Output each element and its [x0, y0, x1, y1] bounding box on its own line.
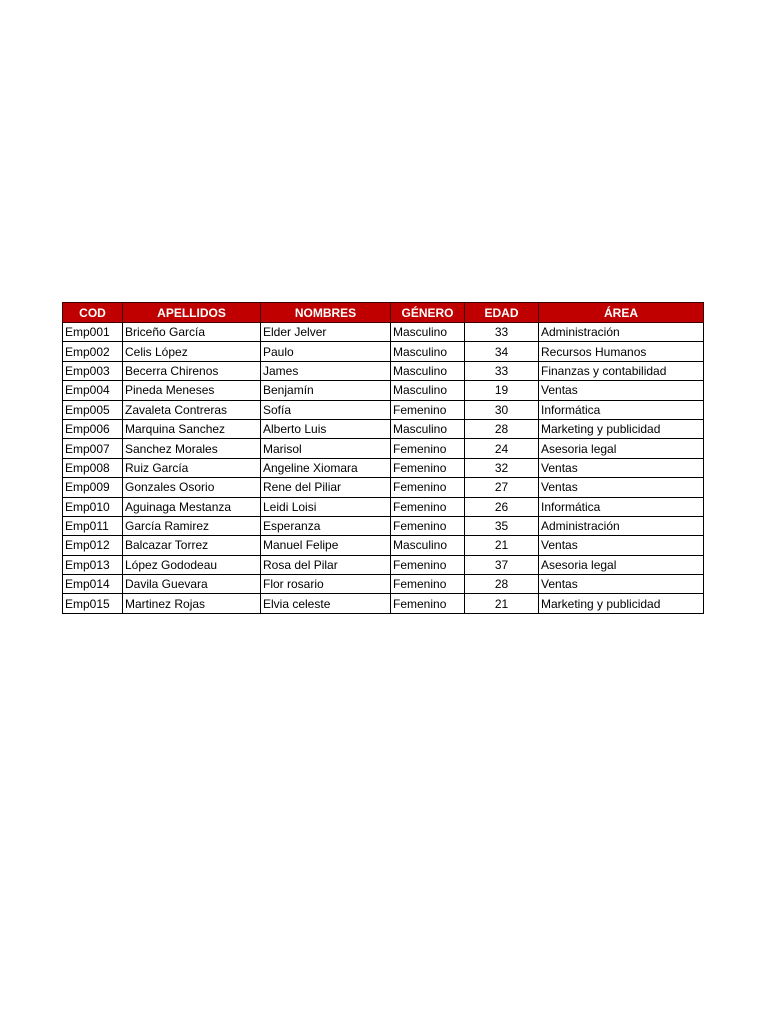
employee-table: [62, 302, 704, 614]
table-row: [63, 458, 704, 477]
table-row: [63, 323, 704, 342]
cell-cod: Emp012: [63, 536, 123, 555]
cell-apellidos: Briceño García: [123, 323, 261, 342]
cell-cod: Emp009: [63, 478, 123, 497]
header-nombres: NOMBRES: [261, 303, 391, 323]
cell-apellidos: García Ramirez: [123, 516, 261, 535]
cell-nombres: Manuel Felipe: [261, 536, 391, 555]
cell-nombres: Rene del Piliar: [261, 478, 391, 497]
table-row: [63, 516, 704, 535]
cell-cod: Emp008: [63, 458, 123, 477]
cell-genero: Femenino: [391, 555, 465, 574]
table-row: [63, 439, 704, 458]
cell-apellidos: Pineda Meneses: [123, 381, 261, 400]
cell-cod: Emp014: [63, 575, 123, 594]
cell-area: Asesoria legal: [539, 555, 704, 574]
table-row: [63, 575, 704, 594]
cell-nombres: Sofía: [261, 400, 391, 419]
cell-genero: Femenino: [391, 575, 465, 594]
table-row: [63, 342, 704, 361]
cell-apellidos: Davila Guevara: [123, 575, 261, 594]
cell-cod: Emp010: [63, 497, 123, 516]
table-row: [63, 419, 704, 438]
cell-edad: 27: [465, 478, 539, 497]
header-cod: COD: [63, 303, 123, 323]
cell-area: Recursos Humanos: [539, 342, 704, 361]
cell-apellidos: Gonzales Osorio: [123, 478, 261, 497]
cell-nombres: Flor rosario: [261, 575, 391, 594]
cell-area: Informática: [539, 400, 704, 419]
cell-nombres: James: [261, 361, 391, 380]
cell-area: Ventas: [539, 478, 704, 497]
header-apellidos: APELLIDOS: [123, 303, 261, 323]
cell-nombres: Benjamín: [261, 381, 391, 400]
cell-nombres: Elder Jelver: [261, 323, 391, 342]
cell-genero: Masculino: [391, 536, 465, 555]
cell-genero: Femenino: [391, 594, 465, 613]
cell-area: Ventas: [539, 575, 704, 594]
table-row: [63, 555, 704, 574]
cell-cod: Emp003: [63, 361, 123, 380]
cell-edad: 35: [465, 516, 539, 535]
cell-nombres: Paulo: [261, 342, 391, 361]
cell-area: Asesoria legal: [539, 439, 704, 458]
cell-apellidos: López Gododeau: [123, 555, 261, 574]
cell-genero: Femenino: [391, 516, 465, 535]
cell-area: Ventas: [539, 536, 704, 555]
cell-cod: Emp013: [63, 555, 123, 574]
cell-cod: Emp015: [63, 594, 123, 613]
table-row: [63, 497, 704, 516]
cell-apellidos: Becerra Chirenos: [123, 361, 261, 380]
cell-cod: Emp007: [63, 439, 123, 458]
cell-genero: Masculino: [391, 323, 465, 342]
cell-cod: Emp001: [63, 323, 123, 342]
cell-genero: Femenino: [391, 497, 465, 516]
table-row: [63, 478, 704, 497]
cell-edad: 30: [465, 400, 539, 419]
cell-apellidos: Balcazar Torrez: [123, 536, 261, 555]
cell-cod: Emp006: [63, 419, 123, 438]
cell-edad: 33: [465, 323, 539, 342]
cell-edad: 21: [465, 594, 539, 613]
cell-genero: Masculino: [391, 342, 465, 361]
cell-genero: Masculino: [391, 361, 465, 380]
cell-edad: 34: [465, 342, 539, 361]
cell-area: Ventas: [539, 458, 704, 477]
cell-nombres: Alberto Luis: [261, 419, 391, 438]
cell-area: Marketing y publicidad: [539, 594, 704, 613]
cell-area: Finanzas y contabilidad: [539, 361, 704, 380]
header-area: ÁREA: [539, 303, 704, 323]
cell-cod: Emp002: [63, 342, 123, 361]
cell-cod: Emp011: [63, 516, 123, 535]
cell-apellidos: Aguinaga Mestanza: [123, 497, 261, 516]
cell-genero: Femenino: [391, 478, 465, 497]
cell-area: Administración: [539, 323, 704, 342]
cell-edad: 33: [465, 361, 539, 380]
cell-nombres: Angeline Xiomara: [261, 458, 391, 477]
cell-edad: 24: [465, 439, 539, 458]
cell-nombres: Rosa del Pilar: [261, 555, 391, 574]
cell-apellidos: Martinez Rojas: [123, 594, 261, 613]
cell-edad: 37: [465, 555, 539, 574]
cell-edad: 26: [465, 497, 539, 516]
table-row: [63, 400, 704, 419]
cell-area: Marketing y publicidad: [539, 419, 704, 438]
table-row: [63, 594, 704, 613]
cell-nombres: Marisol: [261, 439, 391, 458]
cell-edad: 21: [465, 536, 539, 555]
cell-genero: Femenino: [391, 458, 465, 477]
cell-cod: Emp005: [63, 400, 123, 419]
cell-area: Ventas: [539, 381, 704, 400]
cell-edad: 19: [465, 381, 539, 400]
header-edad: EDAD: [465, 303, 539, 323]
cell-apellidos: Ruiz García: [123, 458, 261, 477]
cell-genero: Masculino: [391, 381, 465, 400]
header-row: [63, 303, 704, 323]
header-genero: GÉNERO: [391, 303, 465, 323]
cell-area: Informática: [539, 497, 704, 516]
cell-apellidos: Marquina Sanchez: [123, 419, 261, 438]
cell-cod: Emp004: [63, 381, 123, 400]
cell-nombres: Elvia celeste: [261, 594, 391, 613]
cell-nombres: Leidi Loisi: [261, 497, 391, 516]
cell-area: Administración: [539, 516, 704, 535]
cell-genero: Masculino: [391, 419, 465, 438]
cell-genero: Femenino: [391, 400, 465, 419]
cell-edad: 32: [465, 458, 539, 477]
table-row: [63, 536, 704, 555]
cell-apellidos: Zavaleta Contreras: [123, 400, 261, 419]
cell-edad: 28: [465, 419, 539, 438]
table-row: [63, 381, 704, 400]
cell-nombres: Esperanza: [261, 516, 391, 535]
cell-apellidos: Celis López: [123, 342, 261, 361]
cell-apellidos: Sanchez Morales: [123, 439, 261, 458]
cell-genero: Femenino: [391, 439, 465, 458]
table-header: [63, 303, 704, 323]
cell-edad: 28: [465, 575, 539, 594]
table-body: [63, 323, 704, 614]
table-row: [63, 361, 704, 380]
